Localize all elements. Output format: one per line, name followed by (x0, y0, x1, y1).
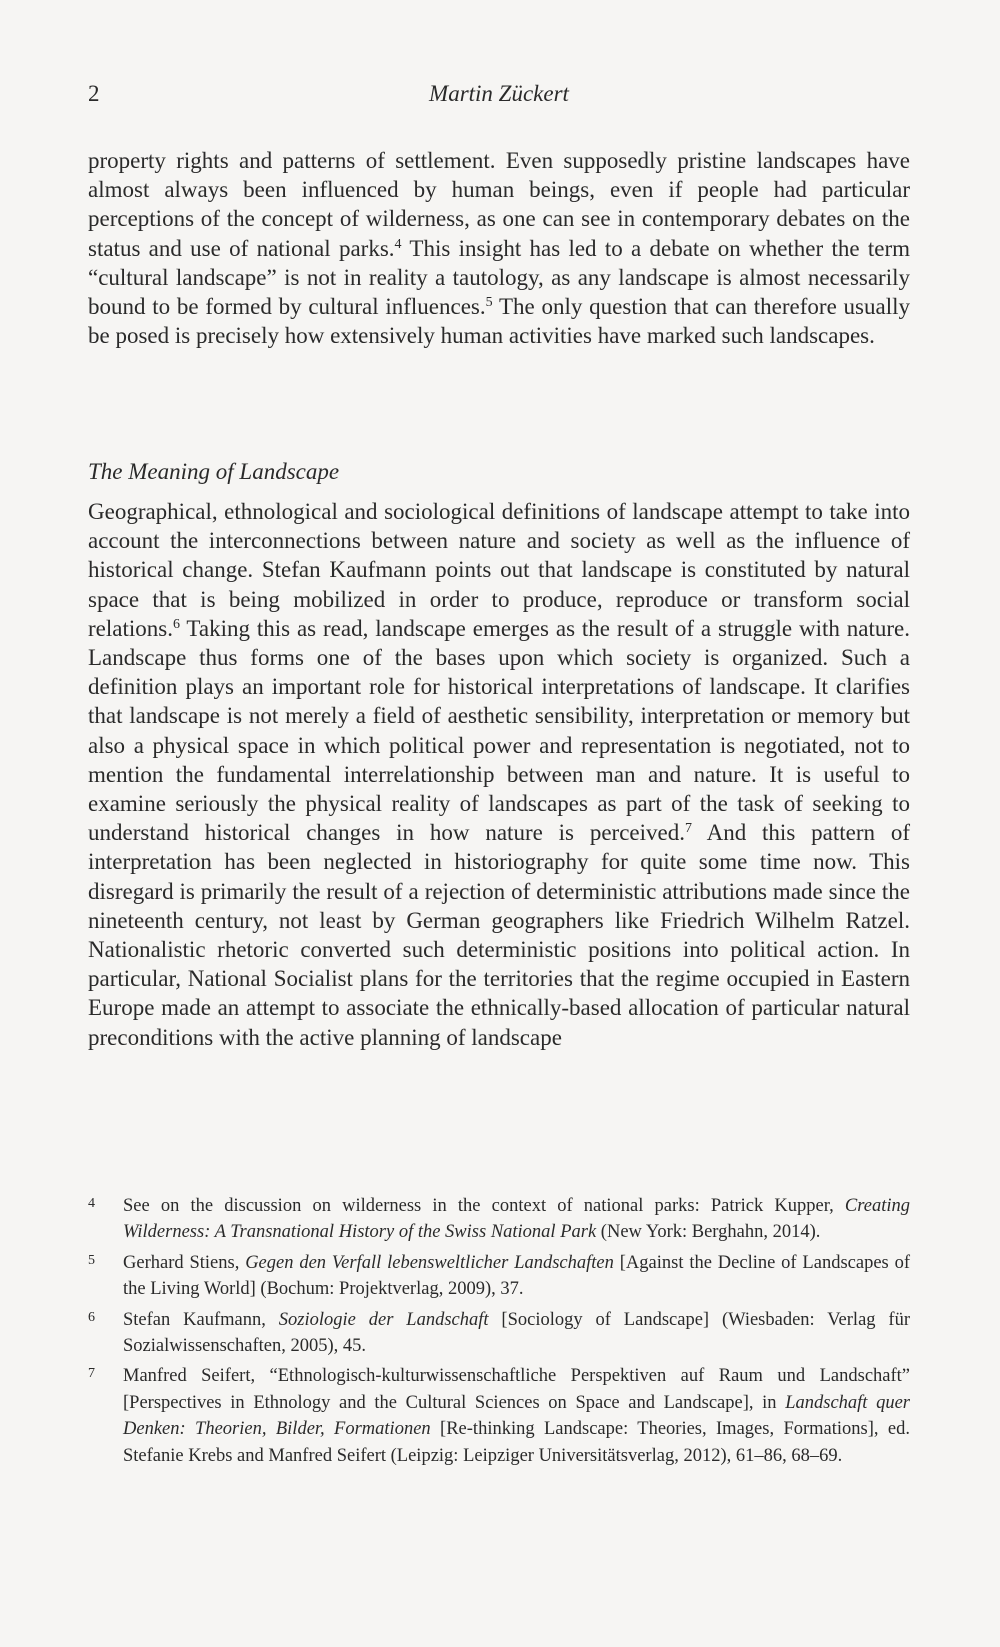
footnote-7 (88, 1363, 910, 1469)
footnote-text: [Against the Decline of Landscapes of the Living World] (Bochum: Projektverlag, 2009), 37. (123, 1252, 910, 1300)
footnote-title: Soziologie der Landschaft (278, 1309, 489, 1330)
footnote-number: 4 (88, 1196, 95, 1211)
footnote-ref-4: 4 (394, 236, 402, 252)
footnote-text: See on the discussion on wilderness in the context of national parks: Patrick Kupper, (123, 1196, 845, 1216)
paragraph-text: Taking this as read, landscape emerges as the result of a struggle with nature. Landscape thus forms one of the bases upon which society is organized. Such a definition plays an important role for historical interpretations of landscape. It clarifies that landscape is not merely a field of aesthetic sensibility, interpretation or memory but also a physical space in which political power and representation is negotiated, not to mention the fundamental interrelationship between man and nature. It is useful to examine seriously the physical reality of landscapes as part of the task of seeking to understand historical changes in how nature is perceived. (88, 615, 910, 846)
footnote-number: 7 (88, 1366, 95, 1382)
footnote-text: Gerhard Stiens, (123, 1252, 246, 1273)
footnote-text: Manfred Seifert, “Ethnologisch-kulturwissenschaftliche Perspektiven auf Raum und Landschaft” [Perspectives in Ethnology and the Cultural Sciences on Space and Landscape], in (123, 1366, 910, 1413)
section-heading: The Meaning of Landscape (88, 459, 340, 484)
body-paragraph-2 (88, 497, 910, 1052)
footnote-number: 6 (88, 1309, 95, 1325)
footnote-title: Gegen den Verfall lebensweltlicher Landschaften (245, 1252, 614, 1273)
footnote-ref-6: 6 (172, 616, 180, 632)
footnotes (88, 1193, 910, 1473)
footnote-text: [Re-thinking Landscape: Theories, Images, Formations], ed. Stefanie Krebs and Manfred Seifert (Leipzig: Leipziger Universitätsverlag, 2012), 61–86, 68–69. (123, 1419, 910, 1466)
body-paragraph-1 (88, 146, 910, 350)
page-number: 2 (88, 81, 100, 106)
footnote-ref-5: 5 (485, 295, 493, 311)
footnote-title: Creating Wilderness: A Transnational History of the Swiss National Park (123, 1196, 910, 1243)
footnote-text: Stefan Kaufmann, (123, 1309, 279, 1330)
running-head (88, 81, 910, 117)
paragraph-text: Geographical, ethnological and sociological definitions of landscape attempt to take into account the interconnections between nature and society as well as the influence of historical change. Stefan Kaufmann points out that landscape is constituted by natural space that is being mobilized in order to produce, reproduce or transform social relations. (88, 499, 910, 641)
footnote-4 (88, 1193, 910, 1246)
footnote-text: (New York: Berghahn, 2014). (596, 1222, 821, 1243)
footnote-text: [Sociology of Landscape] (Wiesbaden: Verlag für Sozialwissenschaften, 2005), 45. (123, 1309, 910, 1357)
footnote-5 (88, 1250, 910, 1303)
footnote-6 (88, 1307, 910, 1360)
footnote-title: Landschaft quer Denken: Theorien, Bilder, Formationen (123, 1392, 910, 1440)
paragraph-text: The only question that can therefore usually be posed is precisely how extensively human activities have marked such landscapes. (88, 294, 910, 349)
paragraph-text: This insight has led to a debate on whether the term “cultural landscape” is not in reality a tautology, as any landscape is almost necessarily bound to be formed by cultural influences. (88, 235, 911, 320)
running-title: Martin Zückert (429, 81, 569, 106)
footnote-ref-7: 7 (685, 821, 692, 837)
paragraph-text: property rights and patterns of settlement. Even supposedly pristine landscapes have almost always been influenced by human beings, even if people had particular perceptions of the concept of wilderness, as one can see in contemporary debates on the status and use of national parks. (88, 148, 910, 261)
footnote-number: 5 (88, 1252, 95, 1268)
paragraph-text: And this pattern of interpretation has been neglected in historiography for quite some time now. This disregard is primarily the result of a rejection of deterministic attributions made since the nineteenth century, not least by German geographers like Friedrich Wilhelm Ratzel. Nationalistic rhetoric converted such deterministic positions into political action. In particular, National Socialist plans for the territories that the regime occupied in Eastern Europe made an attempt to associate the ethnically-based allocation of particular natural preconditions with the active planning of landscape (88, 820, 910, 1050)
